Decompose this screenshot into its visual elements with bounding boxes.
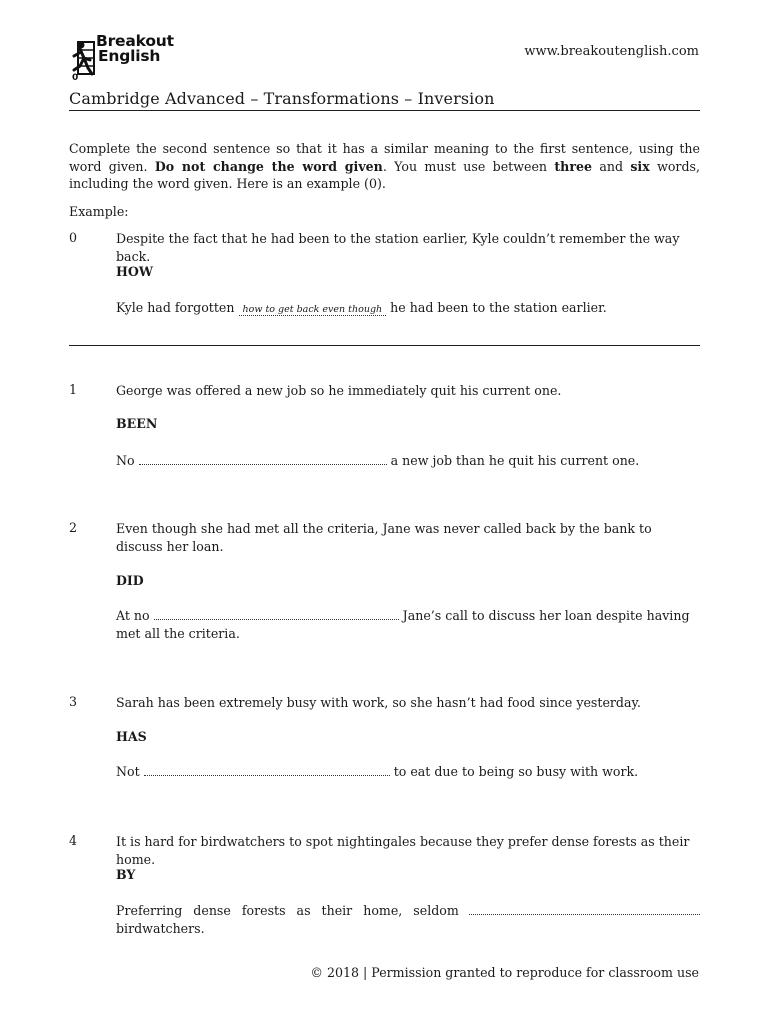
logo-wordmark xyxy=(96,34,174,64)
question-1-prefix: No xyxy=(116,453,135,468)
question-2-suffix: Jane’s call to discuss her loan despite having met all the criteria. xyxy=(116,608,690,641)
question-4-suffix: birdwatchers. xyxy=(116,920,205,936)
example-transformation xyxy=(116,299,700,319)
question-2-prefix: At no xyxy=(116,608,150,623)
question-4-sentence: It is hard for birdwatchers to spot nightingales because they prefer dense forests as their home. xyxy=(116,834,690,867)
question-2-number: 2 xyxy=(69,520,78,535)
logo-line-2: English xyxy=(98,47,161,65)
question-2-sentence: Even though she had met all the criteria, Jane was never called back by the bank to discuss her loan. xyxy=(116,521,652,554)
website-url[interactable]: www.breakoutenglish.com xyxy=(524,44,699,59)
example-suffix: he had been to the station earlier. xyxy=(390,300,607,315)
question-4-number: 4 xyxy=(69,833,78,848)
question-4-prefix: Preferring dense forests as their home, seldom xyxy=(116,903,459,918)
question-1-keyword: BEEN xyxy=(116,416,158,431)
title-divider xyxy=(69,110,700,111)
instructions-bold-3: six xyxy=(630,158,650,174)
breakout-english-logo xyxy=(70,34,188,82)
instructions-bold-1: Do not change the word given xyxy=(154,158,383,174)
example-label: Example: xyxy=(69,204,129,219)
question-1-number: 1 xyxy=(69,382,78,397)
instructions-bold-2: three xyxy=(554,158,592,174)
question-1-suffix: a new job than he quit his current one. xyxy=(390,453,640,468)
question-2-transformation xyxy=(116,607,700,642)
copyright-footer: © 2018 | Permission granted to reproduce for classroom use xyxy=(310,965,699,980)
question-3-sentence: Sarah has been extremely busy with work, so she hasn’t had food since yesterday. xyxy=(116,695,641,710)
example-number: 0 xyxy=(69,230,78,245)
question-3-prefix: Not xyxy=(116,764,140,779)
example-sentence: Despite the fact that he had been to the station earlier, Kyle couldn’t remember the way back. xyxy=(116,231,680,264)
instructions-text-3: and xyxy=(592,158,631,174)
running-man-icon xyxy=(70,36,98,82)
question-3-keyword: HAS xyxy=(116,729,147,744)
question-4-keyword: BY xyxy=(116,867,136,882)
example-divider xyxy=(69,345,700,346)
question-1-answer-blank[interactable] xyxy=(139,455,387,465)
question-4-line-1 xyxy=(116,902,700,920)
question-1-transformation xyxy=(116,452,700,470)
question-3-transformation xyxy=(116,763,700,781)
logo-line-1: Breakout xyxy=(96,32,174,50)
page-title: Cambridge Advanced – Transformations – Inversion xyxy=(69,89,495,108)
question-3-answer-blank[interactable] xyxy=(144,766,390,776)
question-3-number: 3 xyxy=(69,694,78,709)
example-prefix: Kyle had forgotten xyxy=(116,300,235,315)
example-answer: how to get back even though xyxy=(239,304,387,316)
question-4-answer-blank[interactable] xyxy=(469,905,700,915)
question-4-transformation xyxy=(116,902,700,937)
instructions-text-4: words, including the word given. Here is an example (0). xyxy=(69,158,700,191)
instructions-text-1: Complete the second sentence so that it has a similar meaning to the first sentence, using the word given. xyxy=(69,141,700,174)
example-keyword: HOW xyxy=(116,264,154,279)
instructions xyxy=(69,140,700,193)
question-2-keyword: DID xyxy=(116,573,144,588)
logo-small-mark: 0 xyxy=(72,73,79,82)
question-3-suffix: to eat due to being so busy with work. xyxy=(393,764,639,779)
instructions-text-2: . You must use between xyxy=(382,158,555,174)
question-1-sentence: George was offered a new job so he immediately quit his current one. xyxy=(116,383,562,398)
question-2-answer-blank[interactable] xyxy=(154,610,399,620)
